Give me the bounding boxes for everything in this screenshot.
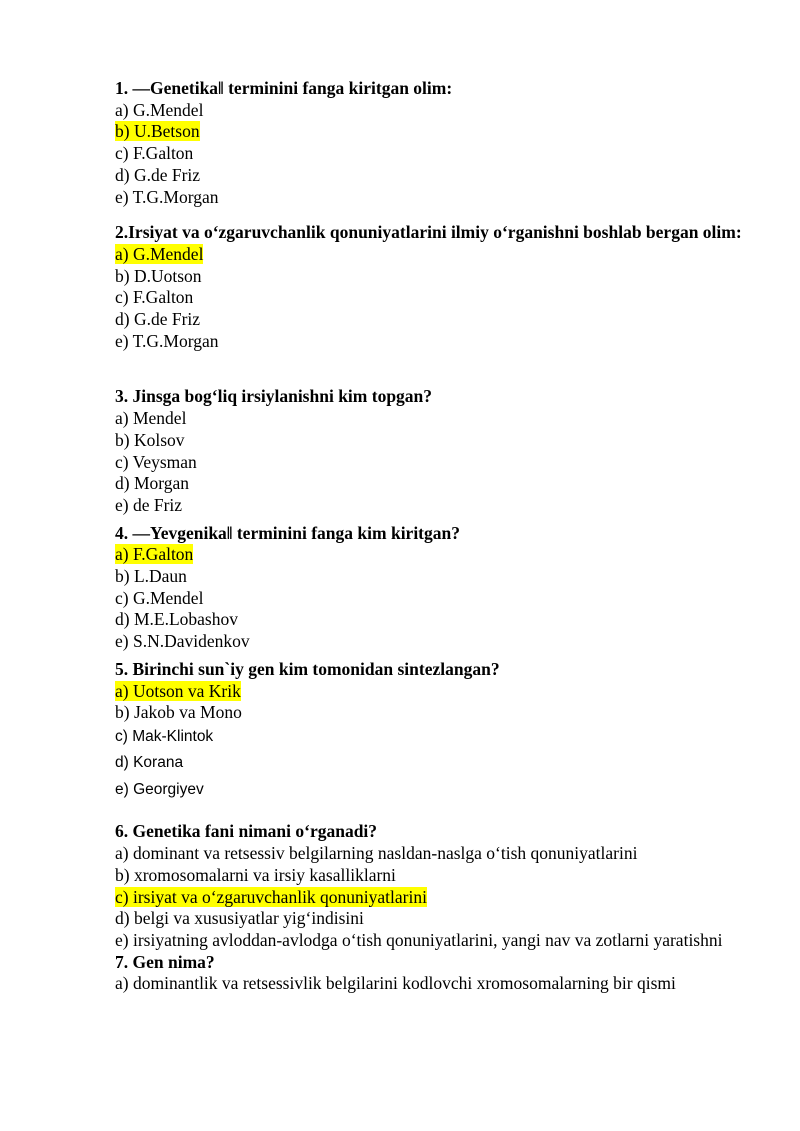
q5-option-d: d) Korana [115, 754, 184, 772]
question-5-title: 5. Birinchi sun`iy gen kim tomonidan sintezlangan? [115, 658, 500, 679]
question-2-title: 2.Irsiyat va o‘zgaruvchanlik qonuniyatlarini ilmiy o‘rganishni boshlab bergan olim: [115, 222, 742, 243]
q2-option-d: d) G.de Friz [115, 309, 201, 330]
q5-option-a-highlighted: a) Uotson va Krik [115, 680, 241, 701]
question-6-title: 6. Genetika fani nimani o‘rganadi? [115, 821, 378, 842]
q3-option-e: e) de Friz [115, 494, 183, 515]
q7-option-a: a) dominantlik va retsessivlik belgilarini kodlovchi xromosomalarning bir qismi [115, 973, 676, 994]
question-6 [115, 821, 755, 951]
q6-option-d: d) belgi va xususiyatlar yig‘indisini [115, 908, 364, 929]
q4-option-a-highlighted: a) F.Galton [115, 544, 194, 565]
question-7-title: 7. Gen nima? [115, 951, 215, 972]
question-3-title: 3. Jinsga bog‘liq irsiylanishni kim topgan? [115, 386, 433, 407]
q2-option-e: e) T.G.Morgan [115, 330, 219, 351]
question-4 [115, 523, 755, 653]
question-1-title: 1. —Genetika‖ terminini fanga kiritgan olim: [115, 78, 453, 98]
question-7 [115, 952, 755, 995]
q1-option-c: c) F.Galton [115, 143, 194, 164]
q2-option-c: c) F.Galton [115, 287, 194, 308]
question-4-title: 4. —Yevgenika‖ terminini fanga kim kiritgan? [115, 522, 460, 543]
q2-option-b: b) D.Uotson [115, 265, 202, 286]
q3-option-a: a) Mendel [115, 408, 187, 429]
q4-option-d: d) M.E.Lobashov [115, 609, 238, 630]
q5-option-c: c) Mak-Klintok [115, 727, 214, 745]
q5-option-b: b) Jakob va Mono [115, 702, 242, 723]
question-1 [115, 78, 755, 208]
q4-option-c: c) G.Mendel [115, 587, 204, 608]
q4-option-e: e) S.N.Davidenkov [115, 631, 250, 652]
q6-option-c-highlighted: c) irsiyat va o‘zgaruvchanlik qonuniyatlarini [115, 886, 427, 907]
q6-option-e: e) irsiyatning avloddan-avlodga o‘tish qonuniyatlarini, yangi nav va zotlarni yaratishni [115, 930, 723, 950]
q3-option-b: b) Kolsov [115, 429, 185, 450]
document-page [115, 78, 755, 995]
question-3 [115, 386, 755, 516]
q6-option-a: a) dominant va retsessiv belgilarning nasldan-naslga o‘tish qonuniyatlarini [115, 843, 638, 864]
q4-option-b: b) L.Daun [115, 566, 187, 587]
question-5 [115, 659, 755, 804]
q1-option-b-highlighted: b) U.Betson [115, 121, 200, 142]
q1-option-a: a) G.Mendel [115, 99, 204, 120]
q3-option-c: c) Veysman [115, 451, 197, 472]
q1-option-d: d) G.de Friz [115, 164, 201, 185]
question-2 [115, 222, 755, 352]
q6-option-b: b) xromosomalarni va irsiy kasalliklarni [115, 864, 396, 885]
q1-option-e: e) T.G.Morgan [115, 186, 219, 207]
q5-option-e: e) Georgiyev [115, 780, 204, 798]
q3-option-d: d) Morgan [115, 473, 190, 494]
q2-option-a-highlighted: a) G.Mendel [115, 243, 204, 264]
